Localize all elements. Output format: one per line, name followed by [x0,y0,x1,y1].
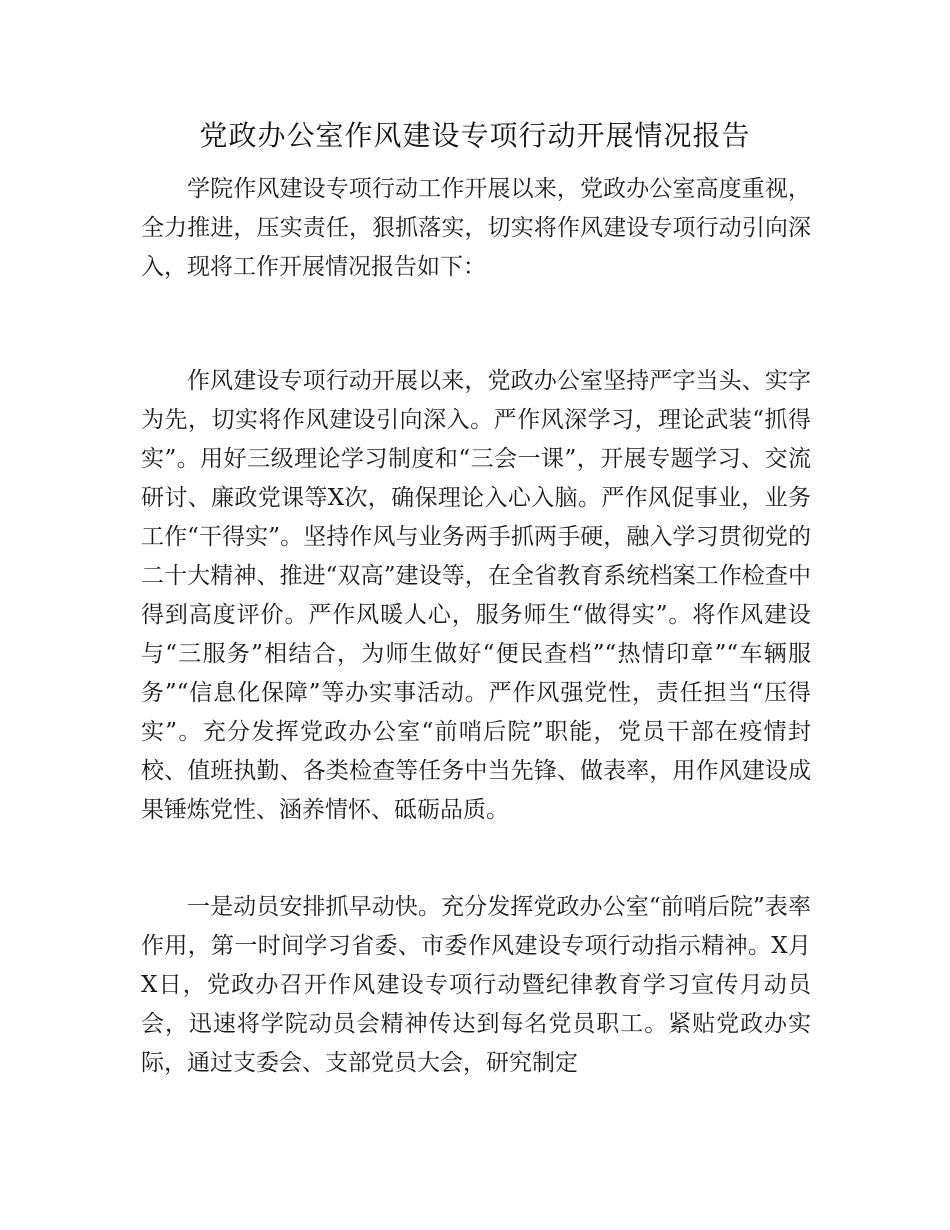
document-title: 党政办公室作风建设专项行动开展情况报告 [199,119,751,152]
paragraph-mobilization: 一是动员安排抓早动快。充分发挥党政办公室“前哨后院”表率作用，第一时间学习省委、市委作风建设专项行动指示精神。X月X日，党政办召开作风建设专项行动暨纪律教育学习宣传月动员会，迅速将学院动员会精神传达到每名党员职工。紧贴党政办实际，通过支委会、支部党员大会，研究制定 [141,894,811,1076]
paragraph-intro: 学院作风建设专项行动工作开展以来，党政办公室高度重视，全力推进，压实责任，狠抓落实，切实将作风建设专项行动引向深入，现将工作开展情况报告如下： [141,176,811,280]
paragraph-overview: 作风建设专项行动开展以来，党政办公室坚持严字当头、实字为先，切实将作风建设引向深入。严作风深学习，理论武装“抓得实”。用好三级理论学习制度和“三会一课”，开展专题学习、交流研讨、廉政党课等X次，确保理论入心入脑。严作风促事业，业务工作“干得实”。坚持作风与业务两手抓两手硬，融入学习贯彻党的二十大精神、推进“双高”建设等，在全省教育系统档案工作检查中得到高度评价。严作风暖人心，服务师生“做得实”。将作风建设与“三服务”相结合，为师生做好“便民查档”“热情印章”“车辆服务”“信息化保障”等办实事活动。严作风强党性，责任担当“压得实”。充分发挥党政办公室“前哨后院”职能，党员干部在疫情封校、值班执勤、各类检查等任务中当先锋、做表率，用作风建设成果锤炼党性、涵养情怀、砥砺品质。 [141,368,811,823]
